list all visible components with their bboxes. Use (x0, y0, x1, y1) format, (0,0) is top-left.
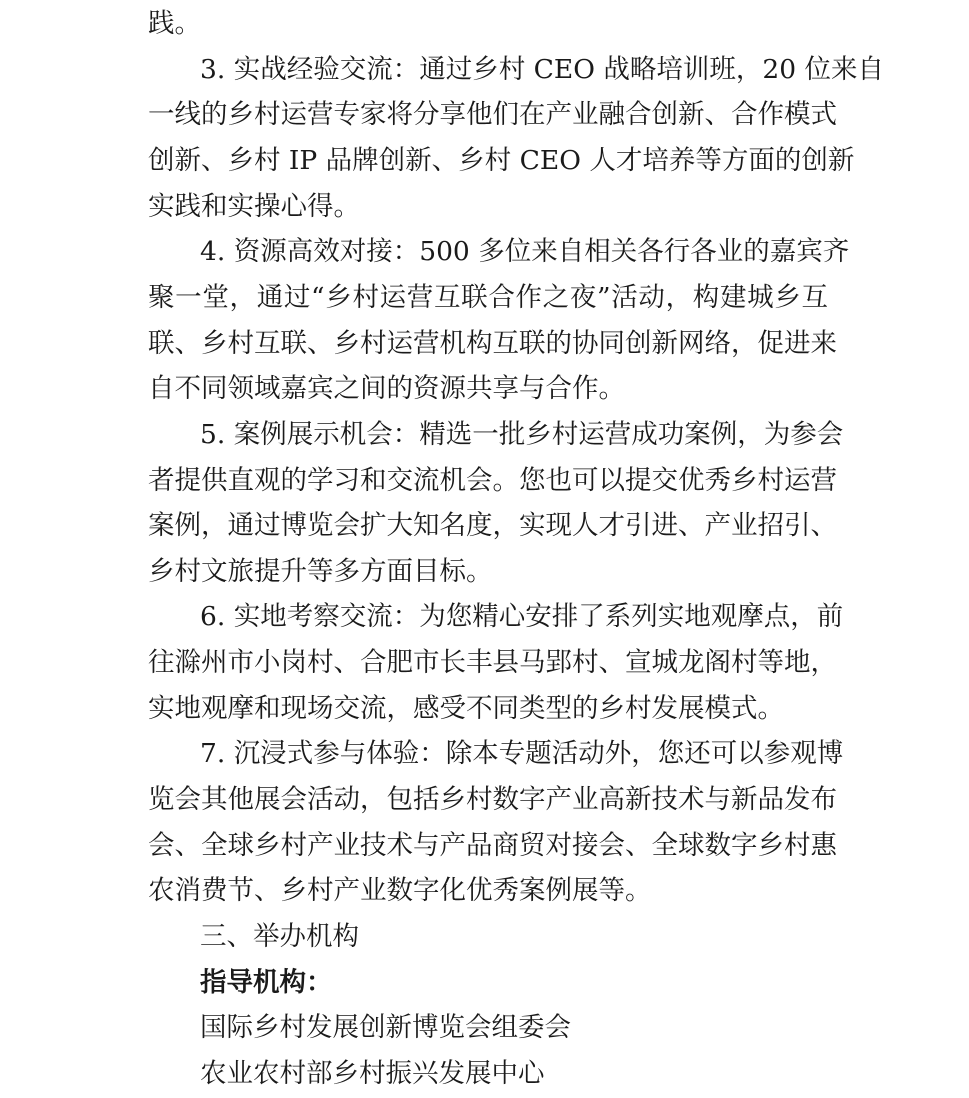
text-line: 案例，通过博览会扩大知名度，实现人才引进、产业招引、 (148, 510, 837, 541)
text-line: 实地观摩和现场交流，感受不同类型的乡村发展模式。 (148, 693, 784, 724)
text-line: 往滁州市小岗村、合肥市长丰县马郢村、宣城龙阁村等地， (148, 647, 837, 678)
text-line: 农消费节、乡村产业数字化优秀案例展等。 (148, 875, 652, 906)
text-line: 聚一堂，通过“乡村运营互联合作之夜”活动，构建城乡互 (148, 282, 828, 313)
text-line: 联、乡村互联、乡村运营机构互联的协同创新网络，促进来 (148, 328, 837, 359)
text-line: 5. 案例展示机会：精选一批乡村运营成功案例，为参会 (200, 419, 844, 450)
text-line: 6. 实地考察交流：为您精心安排了系列实地观摩点，前 (200, 601, 844, 632)
text-line: 4. 资源高效对接：500 多位来自相关各行各业的嘉宾齐 (200, 236, 850, 267)
section-heading: 三、举办机构 (200, 921, 359, 952)
text-line: 者提供直观的学习和交流机会。您也可以提交优秀乡村运营 (148, 465, 837, 496)
organization-line: 国际乡村发展创新博览会组委会 (200, 1012, 571, 1043)
guidance-label: 指导机构： (200, 967, 333, 998)
text-line: 乡村文旅提升等多方面目标。 (148, 556, 493, 587)
text-line: 览会其他展会活动，包括乡村数字产业高新技术与新品发布 (148, 784, 837, 815)
text-line: 创新、乡村 IP 品牌创新、乡村 CEO 人才培养等方面的创新 (148, 145, 855, 176)
text-line: 7. 沉浸式参与体验：除本专题活动外，您还可以参观博 (200, 738, 844, 769)
text-line: 一线的乡村运营专家将分享他们在产业融合创新、合作模式 (148, 99, 837, 130)
text-line: 实践和实操心得。 (148, 191, 360, 222)
text-line: 践。 (148, 8, 201, 39)
organization-line: 农业农村部乡村振兴发展中心 (200, 1058, 545, 1089)
text-line: 会、全球乡村产业技术与产品商贸对接会、全球数字乡村惠 (148, 830, 837, 861)
text-line: 自不同领域嘉宾之间的资源共享与合作。 (148, 373, 625, 404)
text-line: 3. 实战经验交流：通过乡村 CEO 战略培训班，20 位来自 (200, 54, 885, 85)
